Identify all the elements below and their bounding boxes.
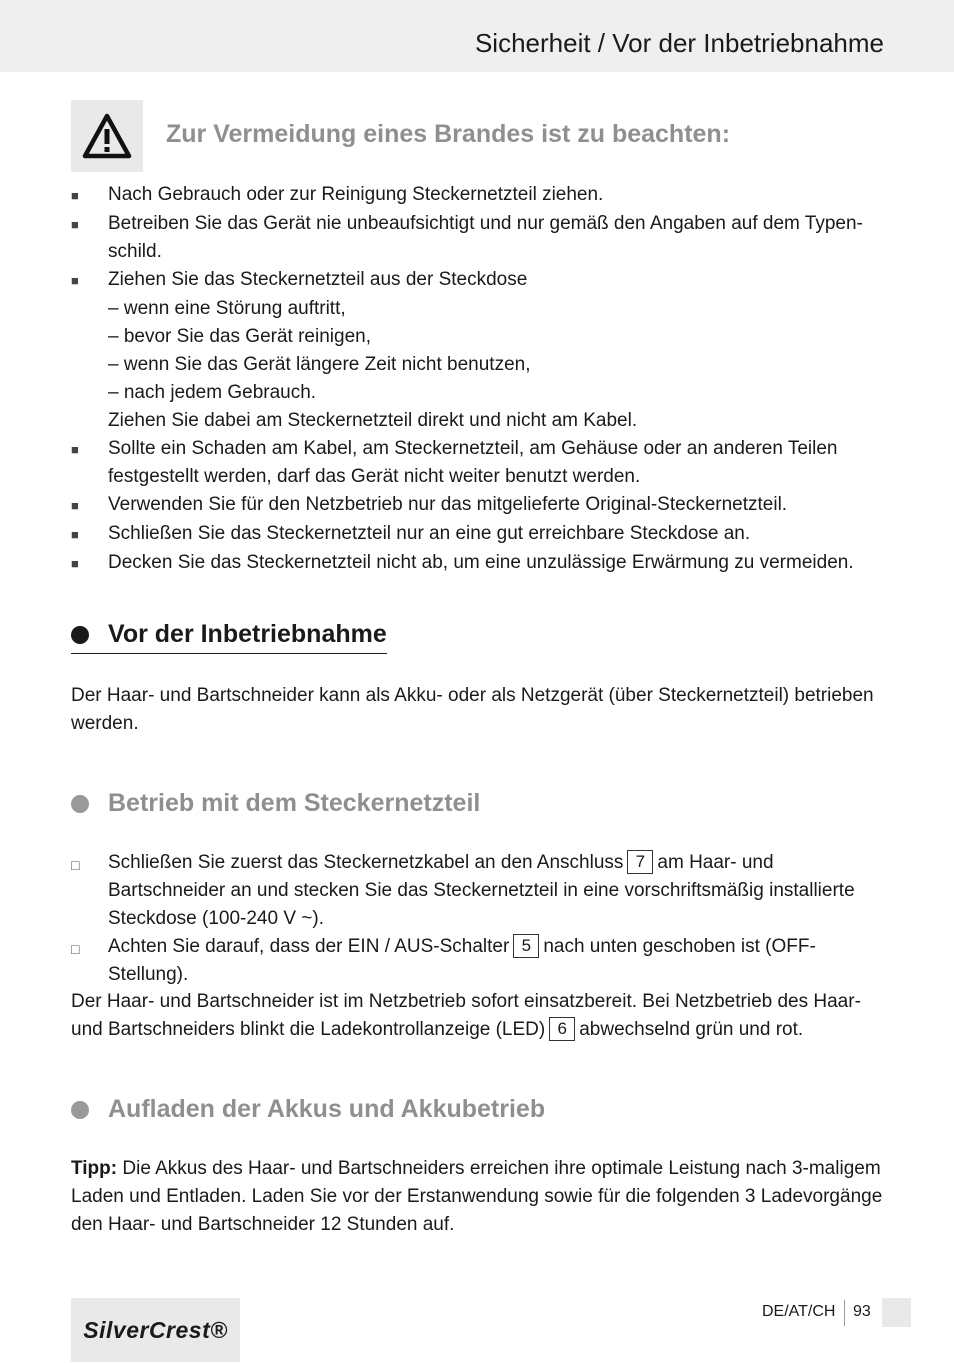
footer-language: DE/AT/CH <box>762 1303 836 1320</box>
sub-item: – nach jedem Gebrauch. <box>108 382 317 403</box>
warning-title: Zur Vermeidung eines Brandes ist zu beachten: <box>166 120 731 148</box>
bullet-square-icon: ■ <box>71 273 79 288</box>
checkbox-square-icon: □ <box>71 857 80 873</box>
logo-text: SilverCrest® <box>83 1316 228 1343</box>
page-number: 93 <box>853 1303 871 1320</box>
list-item: ■ Betreiben Sie das Gerät nie unbeaufsichtigt und nur gemäß den Angaben auf dem Typen-schild. <box>71 210 891 266</box>
list-item: ■ Schließen Sie das Steckernetzteil nur an eine gut erreichbare Steckdose an. <box>71 520 891 549</box>
list-item: ■ Verwenden Sie für den Netzbetrieb nur das mitgelieferte Original-Steckernetzteil. <box>71 491 891 520</box>
checkbox-square-icon: □ <box>71 941 80 957</box>
bullet-square-icon: ■ <box>71 217 79 232</box>
list-item: ■ Nach Gebrauch oder zur Reinigung Steckernetzteil ziehen. <box>71 181 891 210</box>
sub-item: – wenn eine Störung auftritt, <box>108 298 346 319</box>
section1-paragraph: Der Haar- und Bartschneider kann als Akku- oder als Netzgerät (über Steckernetzteil) betrieben werden. <box>71 685 874 734</box>
section-heading-akkus: Aufladen der Akkus und Akkubetrieb <box>71 1095 545 1124</box>
sub-note: Ziehen Sie dabei am Steckernetzteil direkt und nicht am Kabel. <box>108 410 638 431</box>
list-item: ■ Decken Sie das Steckernetzteil nicht ab, um eine unzulässige Erwärmung zu vermeiden. <box>71 549 891 578</box>
reference-number: 5 <box>513 934 539 958</box>
step-list <box>71 849 891 989</box>
footer-divider <box>844 1300 845 1326</box>
warning-icon-box <box>71 100 143 172</box>
footer-tab <box>882 1298 911 1327</box>
section-heading-inbetriebnahme: Vor der Inbetriebnahme <box>71 620 387 654</box>
bullet-dot-icon <box>71 626 89 644</box>
brand-logo <box>71 1298 240 1362</box>
section2-paragraph: Der Haar- und Bartschneider ist im Netzbetrieb sofort einsatzbereit. Bei Netzbetrieb des Haar- und Bartschneiders blinkt die Ladekontrollanzeige (LED) 6 abwechselnd grün und rot. <box>71 991 861 1040</box>
list-item: □ Achten Sie darauf, dass der EIN / AUS-Schalter 5 nach unten geschoben ist (OFF-Stellung). <box>71 933 891 989</box>
bullet-dot-icon <box>71 795 89 813</box>
bullet-square-icon: ■ <box>71 188 79 203</box>
bullet-dot-icon <box>71 1101 89 1119</box>
tip-paragraph: Tipp: Die Akkus des Haar- und Bartschneiders erreichen ihre optimale Leistung nach 3-maligem Laden und Entladen. Laden Sie vor der Erstanwendung sowie für die folgenden 3 Ladevorgänge den Haar- und Bartschneider 12 Stunden auf. <box>71 1158 883 1235</box>
sub-item: – bevor Sie das Gerät reinigen, <box>108 326 371 347</box>
section-heading-steckernetzteil: Betrieb mit dem Steckernetzteil <box>71 789 480 818</box>
warning-triangle-icon <box>71 100 143 172</box>
sub-item: – wenn Sie das Gerät längere Zeit nicht benutzen, <box>108 354 531 375</box>
bullet-square-icon: ■ <box>71 527 79 542</box>
list-item: ■ Sollte ein Schaden am Kabel, am Steckernetzteil, am Gehäuse oder an anderen Teilen festgestellt werden, darf das Gerät nicht weiter benutzt werden. <box>71 435 891 491</box>
bullet-square-icon: ■ <box>71 556 79 571</box>
list-item: ■ Ziehen Sie das Steckernetzteil aus der Steckdose <box>71 266 891 295</box>
reference-number: 6 <box>549 1017 575 1041</box>
reference-number: 7 <box>627 850 653 874</box>
bullet-square-icon: ■ <box>71 442 79 457</box>
safety-list <box>71 181 891 578</box>
page-header-title: Sicherheit / Vor der Inbetriebnahme <box>474 28 884 58</box>
bullet-square-icon: ■ <box>71 498 79 513</box>
tip-label: Tipp: <box>71 1158 118 1179</box>
list-item: □ Schließen Sie zuerst das Steckernetzkabel an den Anschluss 7 am Haar- und Bartschneider an und stecken Sie das Steckernetzteil in eine vorschriftsmäßig installierte Steckdose (100-240 V ~). <box>71 849 891 933</box>
